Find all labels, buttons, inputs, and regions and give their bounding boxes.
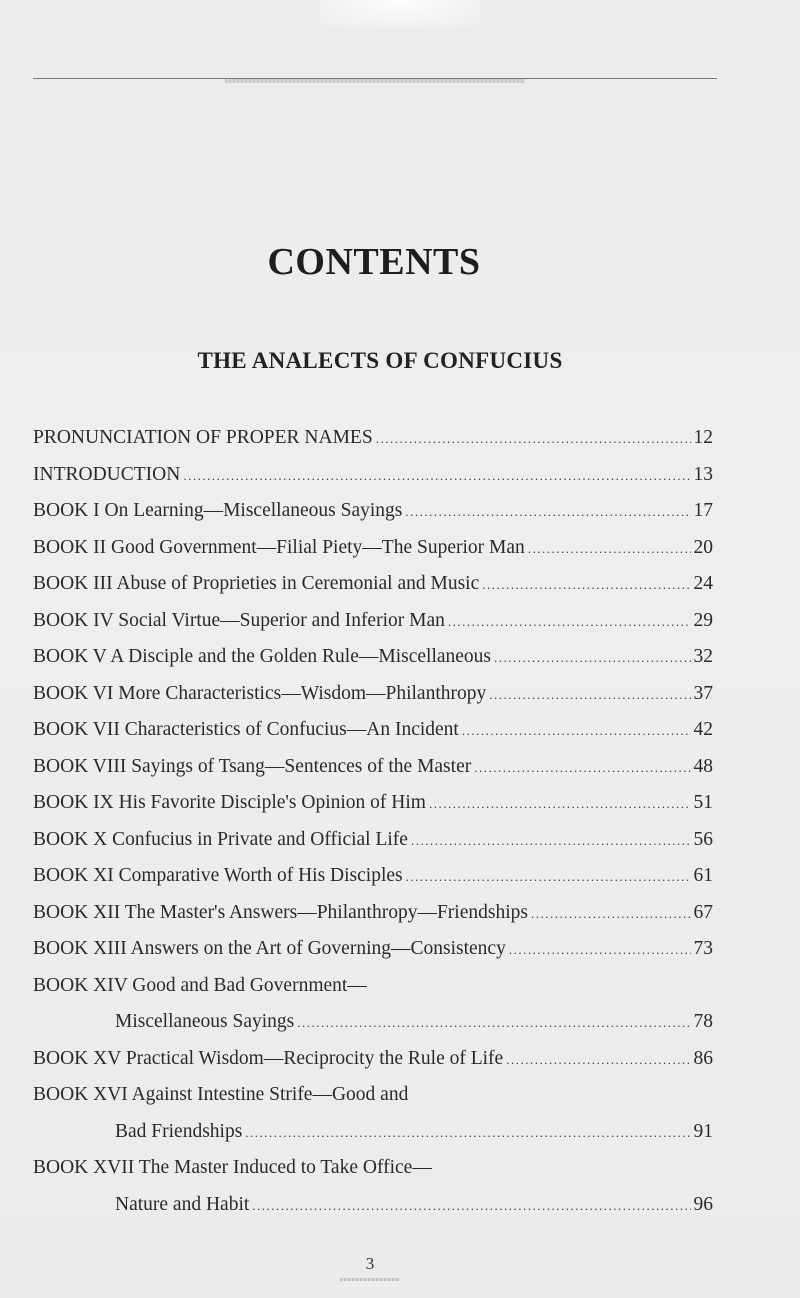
toc-page-number: 20: [693, 536, 713, 558]
toc-entry-continuation: [33, 1114, 713, 1151]
dot-leader: [528, 531, 691, 568]
toc-entry: [33, 785, 713, 822]
dot-leader: [482, 567, 690, 604]
dot-leader: [494, 640, 690, 677]
toc-entry: [33, 530, 713, 567]
toc-entry-title: BOOK III Abuse of Proprieties in Ceremonial and Music: [33, 573, 480, 594]
toc-page-number: 32: [693, 646, 713, 667]
dot-leader: [406, 859, 691, 896]
toc-page-number: 73: [693, 938, 713, 959]
toc-entry: [33, 676, 713, 713]
toc-entry: [33, 968, 713, 1005]
toc-page-number: 51: [693, 792, 713, 813]
toc-page-number: 61: [693, 865, 713, 886]
toc-entry-title: BOOK VI More Characteristics—Wisdom—Philanthropy: [33, 682, 487, 704]
toc-entry-title: BOOK IV Social Virtue—Superior and Inferior Man: [33, 609, 445, 631]
dot-leader: [411, 823, 691, 860]
header-rule-mark: [225, 79, 525, 83]
toc-entry-title: BOOK IX His Favorite Disciple's Opinion of Him: [33, 792, 426, 813]
dot-leader: [252, 1188, 690, 1225]
toc-entry-continuation: [33, 1004, 713, 1041]
toc-entry: [33, 1150, 713, 1187]
toc-entry: [33, 420, 713, 457]
toc-page-number: 91: [693, 1120, 713, 1142]
dot-leader: [474, 750, 690, 787]
toc-entry-title: BOOK XV Practical Wisdom—Reciprocity the Rule of Life: [33, 1047, 504, 1069]
dot-leader: [429, 786, 691, 823]
contents-heading: CONTENTS: [267, 241, 481, 283]
dot-leader: [405, 494, 690, 531]
section-heading: THE ANALECTS OF CONFUCIUS: [197, 348, 563, 373]
toc-entry-title: BOOK VII Characteristics of Confucius—An Incident: [33, 719, 459, 740]
toc-page-number: 17: [693, 500, 713, 521]
toc-entry-title: BOOK XVI Against Intestine Strife—Good and: [33, 1084, 409, 1105]
toc-entry: [33, 457, 713, 494]
toc-entry-title: INTRODUCTION: [33, 463, 181, 485]
toc-page-number: 48: [693, 755, 713, 777]
toc-entry-title-continued: Miscellaneous Sayings: [115, 1011, 295, 1032]
toc-page-number: 78: [693, 1011, 713, 1032]
dot-leader: [506, 1042, 690, 1079]
dot-leader: [489, 677, 690, 714]
toc-page-number: 56: [693, 828, 713, 850]
toc-entry: [33, 639, 713, 676]
table-of-contents: [33, 420, 713, 1223]
toc-page-number: 96: [693, 1193, 713, 1215]
toc-entry: [33, 1041, 713, 1078]
page-top-shading: [320, 0, 480, 28]
toc-page-number: 24: [693, 573, 713, 594]
toc-entry-title-continued: Nature and Habit: [115, 1193, 250, 1215]
toc-entry-title-continued: Bad Friendships: [115, 1120, 243, 1142]
toc-entry-title: BOOK XIII Answers on the Art of Governing—Consistency: [33, 938, 506, 959]
toc-entry-title: BOOK VIII Sayings of Tsang—Sentences of the Master: [33, 755, 472, 777]
toc-entry-title: BOOK XI Comparative Worth of His Disciples: [33, 865, 403, 886]
dot-leader: [297, 1005, 690, 1042]
dot-leader: [448, 604, 691, 641]
toc-entry: [33, 712, 713, 749]
toc-entry-title: BOOK XIV Good and Bad Government—: [33, 974, 367, 996]
toc-entry: [33, 822, 713, 859]
toc-entry-title: PRONUNCIATION OF PROPER NAMES: [33, 427, 373, 448]
toc-page-number: 86: [693, 1047, 713, 1069]
dot-leader: [462, 713, 691, 750]
toc-entry-title: BOOK XII The Master's Answers—Philanthropy—Friendships: [33, 901, 528, 923]
toc-entry: [33, 493, 713, 530]
dot-leader: [245, 1115, 690, 1152]
toc-entry: [33, 895, 713, 932]
toc-entry: [33, 858, 713, 895]
dot-leader: [376, 421, 691, 458]
toc-page-number: 42: [693, 719, 713, 740]
toc-entry-continuation: [33, 1187, 713, 1224]
toc-page-number: 29: [693, 609, 713, 631]
toc-entry-title: BOOK XVII The Master Induced to Take Office—: [33, 1157, 432, 1178]
toc-entry: [33, 566, 713, 603]
dot-leader: [509, 932, 691, 969]
dot-leader: [183, 458, 690, 495]
toc-entry: [33, 931, 713, 968]
toc-entry-title: BOOK II Good Government—Filial Piety—The Superior Man: [33, 536, 525, 558]
toc-page-number: 13: [693, 463, 713, 485]
page-number: 3: [365, 1254, 375, 1273]
toc-entry: [33, 1077, 713, 1114]
toc-entry-title: BOOK V A Disciple and the Golden Rule—Miscellaneous: [33, 646, 492, 667]
toc-entry: [33, 749, 713, 786]
footer-mark: [340, 1278, 400, 1281]
toc-page-number: 12: [693, 427, 713, 448]
dot-leader: [531, 896, 691, 933]
toc-entry-title: BOOK X Confucius in Private and Official Life: [33, 828, 408, 850]
toc-entry-title: BOOK I On Learning—Miscellaneous Sayings: [33, 500, 403, 521]
toc-entry: [33, 603, 713, 640]
toc-page-number: 37: [693, 682, 713, 704]
toc-page-number: 67: [693, 901, 713, 923]
